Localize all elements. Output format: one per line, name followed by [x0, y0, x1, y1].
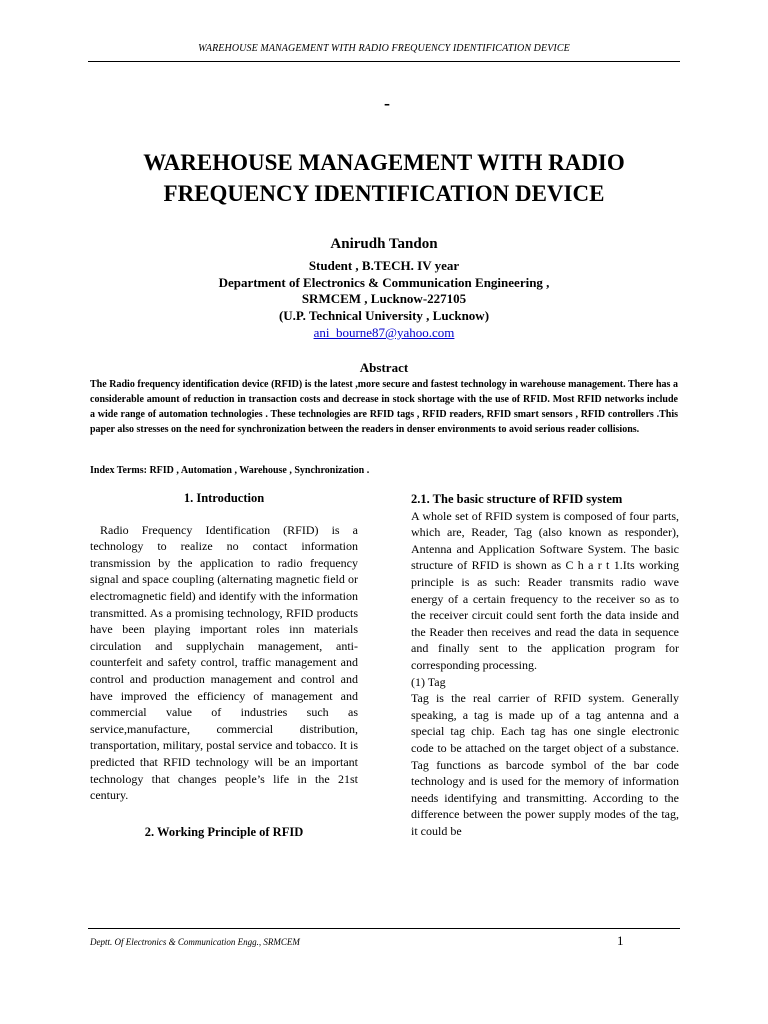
index-terms: Index Terms: RFID , Automation , Warehouse , Synchronization . [90, 465, 370, 476]
footer-text: Deptt. Of Electronics & Communication Engg., SRMCEM [90, 937, 300, 947]
section-2-1-heading: 2.1. The basic structure of RFID system [411, 492, 623, 506]
paper-title [88, 147, 680, 209]
email-link[interactable]: ani_bourne87@yahoo.com [313, 325, 455, 340]
abstract-heading: Abstract [359, 360, 409, 375]
right-column [411, 491, 679, 839]
author-role: Student , B.TECH. IV year [308, 258, 460, 273]
dash-mark: - [384, 93, 390, 113]
abstract-body: The Radio frequency identification device (RFID) is the latest ,more secure and fastest technology in warehouse management. There has a considerable amount of reduction in transaction costs and decrease in stock shortage with the use of RFID. Most RFID networks include a wide range of automation technologies . These technologies are RFID tags , RFID readers, RFID smart sensors , RFID controllers .This paper also stresses on the need for synchronization between the readers in denser environments to avoid serious reader collisions. [90, 379, 678, 435]
page-number: 1 [617, 933, 624, 948]
header-rule [88, 61, 680, 62]
section-2-1-text: A whole set of RFID system is composed of four parts, which are, Reader, Tag (also known as responder), Antenna and Application Software System. The basic structure of RFID is shown as C h a r t 1.Its working principle is as such: Reader transmits radio wave energy of a certain frequency to the receiver so as to the receiver circuit could sent forth the data inside and the Reader then receives and read the data in sequence and finally sent to the application program for corresponding processing. [411, 508, 679, 672]
author-university: (U.P. Technical University , Lucknow) [278, 308, 490, 323]
running-header: WAREHOUSE MANAGEMENT WITH RADIO FREQUENCY IDENTIFICATION DEVICE [198, 43, 570, 54]
section-1-text: Radio Frequency Identification (RFID) is a technology to realize no contact information transmission by the application to radio frequency signal and space coupling (alternating magnetic field or electromagnetic field) and identify with the information transmitted. As a promising technology, RFID products have been playing important roles inn materials circulation and supplychain management, anti-counterfeit and safety control, traffic management and control and production management and control and have improved the efficiency of management and commercial value of industries such as service,manufacture, commercial distribution, transportation, military, postal service and tobacco. It is predicted that RFID technology will be an important technology that changes people’s life in the 21st century. [90, 522, 358, 803]
left-column [90, 490, 358, 840]
paper-title-line-2: FREQUENCY IDENTIFICATION DEVICE [163, 181, 605, 206]
tag-text: Tag is the real carrier of RFID system. Generally speaking, a tag is made up of a tag antenna and a special tag chip. Each tag has one single electronic code to be attached on the target object of a substance. Tag functions as barcode symbol of the bar code technology and is used for the memory of information needs identifying and transmitting. According to the difference between the power supply modes of the tag, it could be [411, 691, 679, 838]
author-name: Anirudh Tandon [330, 236, 438, 252]
author-email [0, 325, 768, 341]
section-2-heading: 2. Working Principle of RFID [144, 824, 304, 839]
author-institute: SRMCEM , Lucknow-227105 [301, 291, 467, 306]
footer-rule [88, 928, 680, 929]
author-department: Department of Electronics & Communication Engineering , [218, 275, 550, 290]
section-1-heading: 1. Introduction [183, 491, 265, 505]
paper-title-line-1: WAREHOUSE MANAGEMENT WITH RADIO [143, 150, 625, 175]
tag-label: (1) Tag [411, 674, 446, 689]
